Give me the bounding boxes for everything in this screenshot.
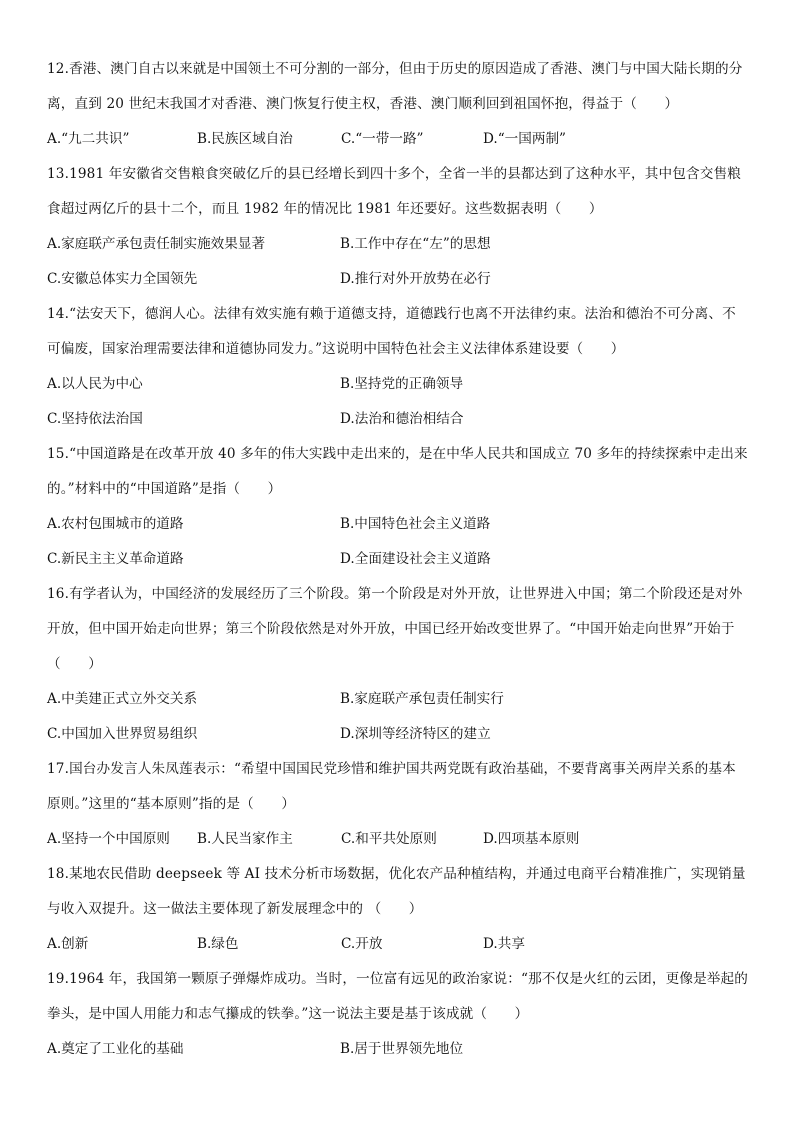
option-c: C.坚持依法治国 bbox=[47, 411, 143, 427]
option-b: B.民族区域自治 bbox=[197, 131, 293, 147]
option-b: B.居于世界领先地位 bbox=[340, 1041, 464, 1057]
question-text: 18.某地农民借助 deepseek 等 AI 技术分析市场数据，优化农产品种植结构，并通过电商平台精准推广，实现销量 bbox=[47, 866, 746, 882]
option-b: B.家庭联产承包责任制实行 bbox=[340, 691, 504, 707]
option-b: B.人民当家作主 bbox=[197, 831, 293, 847]
question-text: 拳头，是中国人用能力和志气攥成的铁拳。”这一说法主要是基于该成就（ ） bbox=[47, 1006, 529, 1022]
option-a: A.中美建正式立外交关系 bbox=[47, 691, 198, 707]
option-d: D.共享 bbox=[483, 936, 525, 952]
question-text: 13.1981 年安徽省交售粮食突破亿斤的县已经增长到四十多个，全省一半的县都达到了这种水平，其中包含交售粮 bbox=[47, 166, 741, 182]
option-c: C.新民主主义革命道路 bbox=[47, 551, 184, 567]
options-row bbox=[47, 1032, 752, 1067]
option-c: C.和平共处原则 bbox=[341, 831, 437, 847]
option-b: B.工作中存在“左”的思想 bbox=[340, 236, 491, 252]
option-a: A.家庭联产承包责任制实施效果显著 bbox=[47, 236, 266, 252]
options-row bbox=[47, 367, 752, 402]
question-12 bbox=[47, 52, 752, 157]
question-text: 离，直到 20 世纪末我国才对香港、澳门恢复行使主权，香港、澳门顺利回到祖国怀抱，得益于（ ） bbox=[47, 96, 679, 112]
question-18 bbox=[47, 857, 752, 962]
question-sheet bbox=[47, 52, 752, 1067]
options-row bbox=[47, 227, 752, 262]
option-a: A.“九二共识” bbox=[47, 131, 130, 147]
question-text: 的。”材料中的“中国道路”是指（ ） bbox=[47, 481, 282, 497]
question-17 bbox=[47, 752, 752, 857]
option-a: A.以人民为中心 bbox=[47, 376, 143, 392]
options-row bbox=[47, 717, 752, 752]
question-text: 15.“中国道路是在改革开放 40 多年的伟大实践中走出来的，是在中华人民共和国成立 70 多年的持续探索中走出来 bbox=[47, 446, 748, 462]
options-row bbox=[47, 122, 752, 157]
options-row bbox=[47, 927, 752, 962]
option-d: D.四项基本原则 bbox=[483, 831, 580, 847]
option-a: A.农村包围城市的道路 bbox=[47, 516, 184, 532]
options-row bbox=[47, 542, 752, 577]
option-c: C.开放 bbox=[341, 936, 383, 952]
option-c: C.中国加入世界贸易组织 bbox=[47, 726, 198, 742]
options-row bbox=[47, 402, 752, 437]
options-row bbox=[47, 262, 752, 297]
question-text: 19.1964 年，我国第一颗原子弹爆炸成功。当时，一位富有远见的政治家说：“那不仅是火红的云团，更像是举起的 bbox=[47, 971, 749, 987]
option-d: D.深圳等经济特区的建立 bbox=[340, 726, 491, 742]
question-text: （ ） bbox=[47, 656, 102, 672]
question-text: 12.香港、澳门自古以来就是中国领土不可分割的一部分，但由于历史的原因造成了香港、澳门与中国大陆长期的分 bbox=[47, 61, 743, 77]
option-a: A.创新 bbox=[47, 936, 89, 952]
question-19 bbox=[47, 962, 752, 1067]
option-d: D.“一国两制” bbox=[483, 131, 567, 147]
options-row bbox=[47, 507, 752, 542]
question-14 bbox=[47, 297, 752, 437]
option-c: C.“一带一路” bbox=[341, 131, 424, 147]
option-d: D.法治和德治相结合 bbox=[340, 411, 464, 427]
question-text: 14.“法安天下，德润人心。法律有效实施有赖于道德支持，道德践行也离不开法律约束。法治和德治不可分离、不 bbox=[47, 306, 736, 322]
option-b: B.坚持党的正确领导 bbox=[340, 376, 464, 392]
question-text: 食超过两亿斤的县十二个，而且 1982 年的情况比 1981 年还要好。这些数据表明（ ） bbox=[47, 201, 603, 217]
option-a: A.奠定了工业化的基础 bbox=[47, 1041, 184, 1057]
option-b: B.绿色 bbox=[197, 936, 239, 952]
option-b: B.中国特色社会主义道路 bbox=[340, 516, 491, 532]
option-d: D.推行对外开放势在必行 bbox=[340, 271, 491, 287]
question-text: 开放，但中国开始走向世界；第三个阶段依然是对外开放，中国已经开始改变世界了。“中国开始走向世界”开始于 bbox=[47, 621, 735, 637]
question-16 bbox=[47, 577, 752, 752]
question-text: 17.国台办发言人朱凤莲表示：“希望中国国民党珍惜和维护国共两党既有政治基础，不要背离事关两岸关系的基本 bbox=[47, 761, 736, 777]
question-15 bbox=[47, 437, 752, 577]
option-a: A.坚持一个中国原则 bbox=[47, 831, 170, 847]
question-text: 与收入双提升。这一做法主要体现了新发展理念中的 （ ） bbox=[47, 901, 423, 917]
question-text: 可偏废，国家治理需要法律和道德协同发力。”这说明中国特色社会主义法律体系建设要（ ） bbox=[47, 341, 625, 357]
question-text: 16.有学者认为，中国经济的发展经历了三个阶段。第一个阶段是对外开放，让世界进入中国；第二个阶段还是对外 bbox=[47, 586, 743, 602]
option-c: C.安徽总体实力全国领先 bbox=[47, 271, 198, 287]
question-text: 原则。”这里的“基本原则”指的是（ ） bbox=[47, 796, 296, 812]
options-row bbox=[47, 682, 752, 717]
option-d: D.全面建设社会主义道路 bbox=[340, 551, 491, 567]
options-row bbox=[47, 822, 752, 857]
question-13 bbox=[47, 157, 752, 297]
